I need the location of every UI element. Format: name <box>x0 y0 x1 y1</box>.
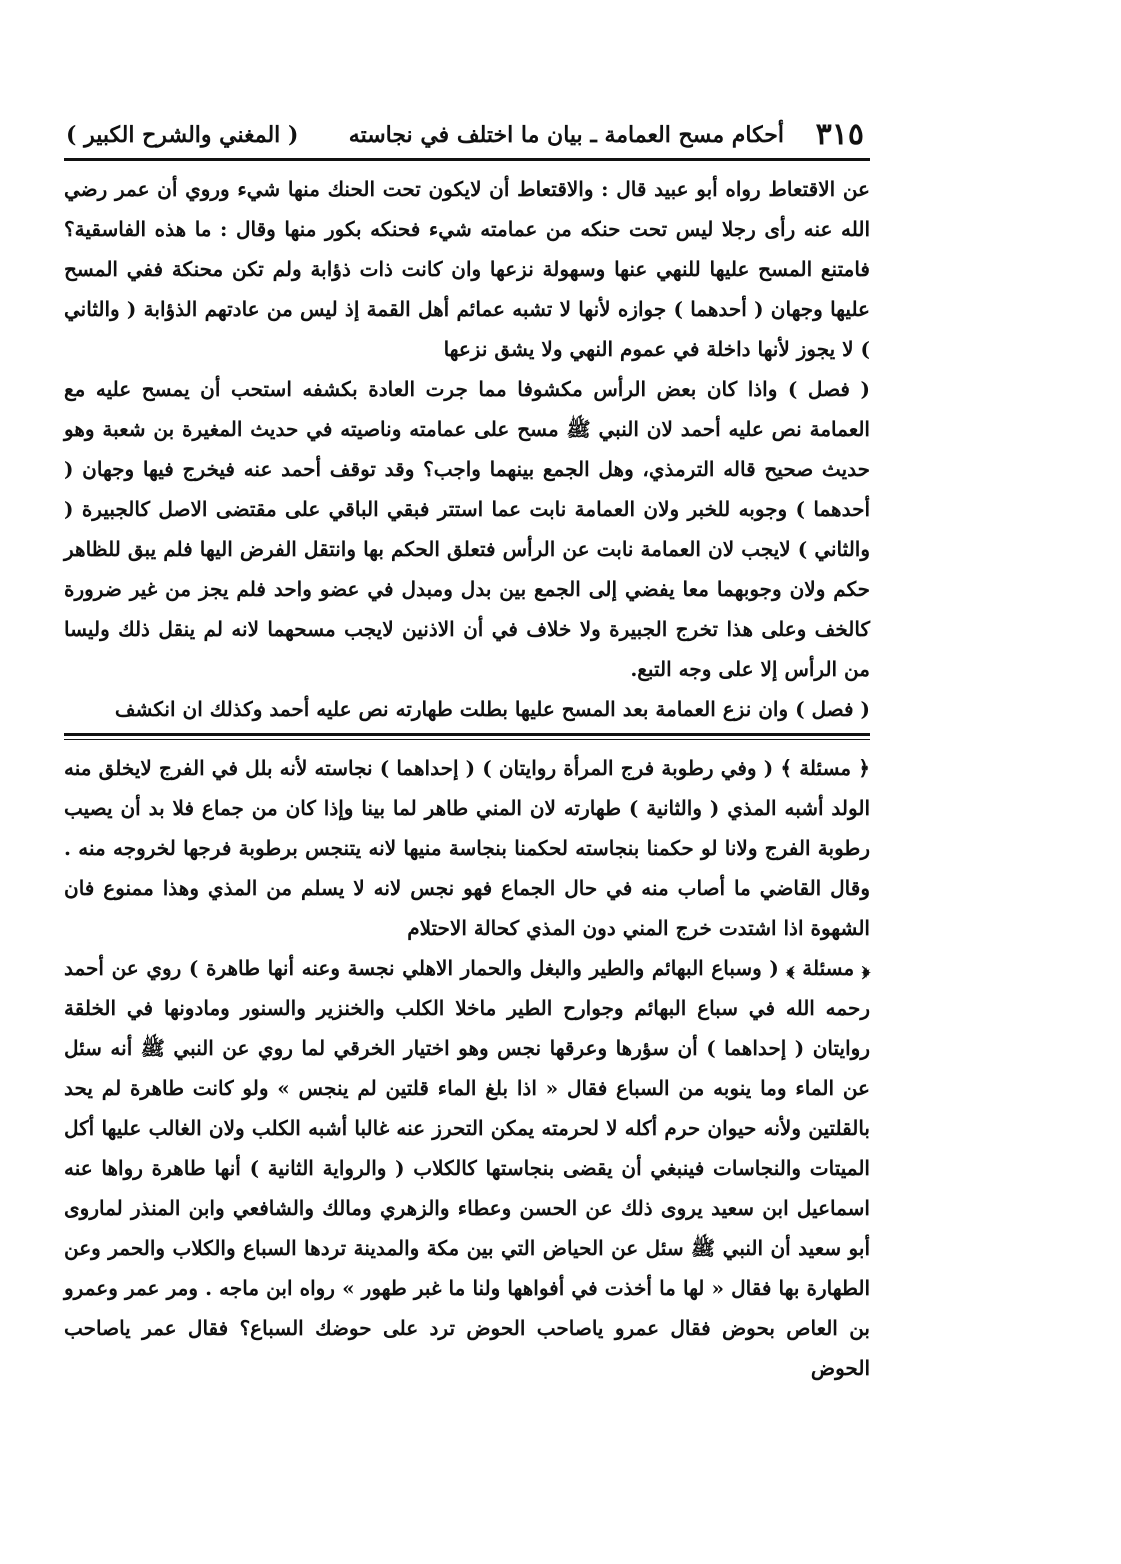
paragraph: ( فصل ) واذا كان بعض الرأس مكشوفا مما جرت العادة بكشفه استحب أن يمسح عليه مع العمامة نص عليه أحمد لان النبي ﷺ مسح على عمامته وناصيته في حديث المغيرة بن شعبة وهو حديث صحيح قاله الترمذي، وهل الجمع بينهما واجب؟ وقد توقف أحمد عنه فيخرج فيها وجهان ( أحدهما ) وجوبه للخبر ولان العمامة نابت عما استتر فبقي الباقي على مقتضى الاصل كالجبيرة ( والثاني ) لايجب لان العمامة نابت عن الرأس فتعلق الحكم بها وانتقل الفرض اليها فلم يبق للظاهر حكم ولان وجوبهما معا يفضي إلى الجمع بين بدل ومبدل في عضو واحد فلم يجز من غير ضرورة كالخف وعلى هذا تخرج الجبيرة ولا خلاف في أن الاذنين لايجب مسحهما لانه لم ينقل ذلك وليسا من الرأس إلا على وجه التبع. <box>64 377 870 681</box>
commentary-section <box>64 169 870 729</box>
page <box>64 112 870 1512</box>
running-title: أحكام مسح العمامة ـ بيان ما اختلف في نجاسته <box>348 122 784 148</box>
paragraph: ( فصل ) وان نزع العمامة بعد المسح عليها بطلت طهارته نص عليه أحمد وكذلك ان انكشف <box>114 697 870 721</box>
book-title: ( المغني والشرح الكبير ) <box>66 122 299 148</box>
page-header <box>64 112 870 158</box>
header-rule <box>64 158 870 161</box>
section-divider <box>64 733 870 740</box>
main-text-section <box>64 748 870 1388</box>
page-number: ٣١٥ <box>815 117 864 152</box>
paragraph: ﴿ مسئلة ﴾ ( وفي رطوبة فرج المرأة روايتان ) ( إحداهما ) نجاسته لأنه بلل في الفرج لايخلق منه الولد أشبه المذي ( والثانية ) طهارته لان المني طاهر لما بينا وإذا كان من جماع فلا بد أن يصيب رطوبة الفرج ولانا لو حكمنا بنجاسته لحكمنا بنجاسة منيها لانه يتنجس برطوبة فرجها لخروجه منه . وقال القاضي ما أصاب منه في حال الجماع فهو نجس لانه لا يسلم من المذي وهذا ممنوع فان الشهوة اذا اشتدت خرج المني دون المذي كحالة الاحتلام <box>64 756 870 940</box>
paragraph: عن الاقتعاط رواه أبو عبيد قال : والاقتعاط أن لايكون تحت الحنك منها شيء وروي أن عمر رضي الله عنه رأى رجلا ليس تحت حنكه من عمامته شيء فحنكه بكور منها وقال : ما هذه الفاسقية؟ فامتنع المسح عليها للنهي عنها وسهولة نزعها وان كانت ذات ذؤابة ولم تكن محنكة ففي المسح عليها وجهان ( أحدهما ) جوازه لأنها لا تشبه عمائم أهل القمة إذ ليس من عادتهم الذؤابة ( والثاني ) لا يجوز لأنها داخلة في عموم النهي ولا يشق نزعها <box>64 177 871 361</box>
paragraph: ﴿ مسئلة ﴾ ( وسباع البهائم والطير والبغل والحمار الاهلي نجسة وعنه أنها طاهرة ) روي عن أحمد رحمه الله في سباع البهائم وجوارح الطير ماخلا الكلب والخنزير والسنور ومادونها في الخلقة روايتان ( إحداهما ) أن سؤرها وعرقها نجس وهو اختيار الخرقي لما روي عن النبي ﷺ أنه سئل عن الماء وما ينوبه من السباع فقال « اذا بلغ الماء قلتين لم ينجس » ولو كانت طاهرة لم يحد بالقلتين ولأنه حيوان حرم أكله لا لحرمته يمكن التحرز عنه غالبا أشبه الكلب ولان الغالب عليها أكل الميتات والنجاسات فينبغي أن يقضى بنجاستها كالكلاب ( والرواية الثانية ) أنها طاهرة رواها عنه اسماعيل ابن سعيد يروى ذلك عن الحسن وعطاء والزهري ومالك والشافعي وابن المنذر لماروى أبو سعيد أن النبي ﷺ سئل عن الحياض التي بين مكة والمدينة تردها السباع والكلاب والحمر وعن الطهارة بها فقال « لها ما أخذت في أفواهها ولنا ما غبر طهور » رواه ابن ماجه . ومر عمر وعمرو بن العاص بحوض فقال عمرو ياصاحب الحوض ترد على حوضك السباع؟ فقال عمر ياصاحب الحوض <box>64 956 870 1380</box>
